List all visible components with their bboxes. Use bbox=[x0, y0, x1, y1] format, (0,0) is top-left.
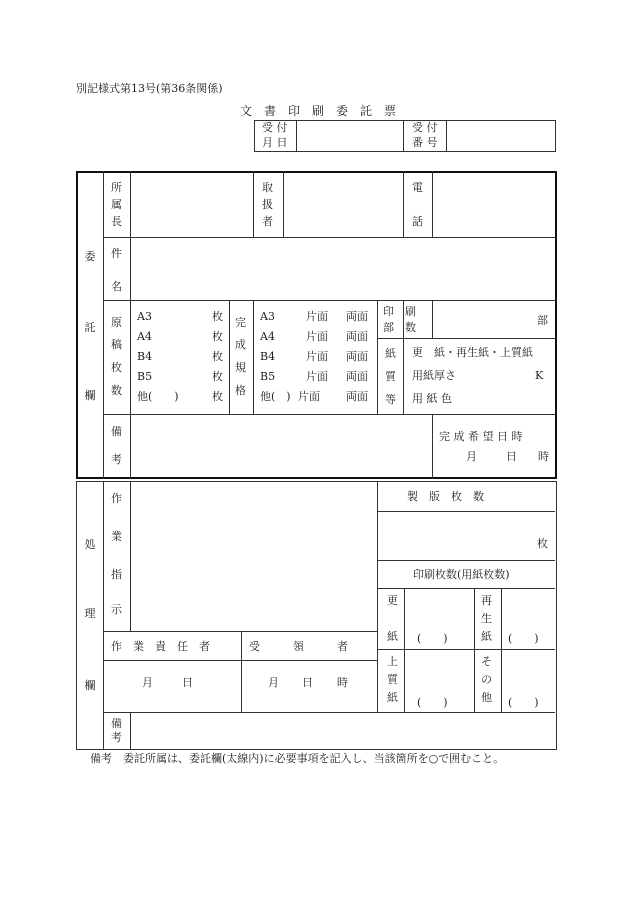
original-row[interactable]: 他( ) 枚 bbox=[137, 390, 223, 403]
paper-type-options[interactable]: 更 紙・再生紙・上質紙 bbox=[412, 346, 533, 359]
joshitsu-paren[interactable]: ( ) bbox=[417, 696, 448, 709]
processing-label-3: 欄 bbox=[84, 679, 96, 692]
other-1: そ bbox=[481, 655, 492, 668]
thickness-unit: K bbox=[535, 369, 544, 382]
receipt-number-label: 受 付 bbox=[412, 121, 438, 134]
receipt-number-label-2: 番 号 bbox=[412, 136, 438, 149]
form-number: 別記様式第13号(第36条関係) bbox=[76, 82, 223, 95]
finish-row[interactable]: A4 片面 両面 bbox=[260, 330, 368, 343]
finish-spec-1: 完 bbox=[235, 316, 246, 329]
finish-spec-2: 成 bbox=[235, 338, 246, 351]
kami-sara-1: 更 bbox=[387, 594, 398, 607]
finish-row[interactable]: A3 片面 両面 bbox=[260, 310, 368, 323]
print-count-label: 印 刷 bbox=[383, 305, 416, 318]
original-row[interactable]: B4 枚 bbox=[137, 350, 223, 363]
subject-field[interactable] bbox=[131, 238, 555, 299]
processing-label-1: 処 bbox=[84, 538, 96, 551]
work-instructions-2: 業 bbox=[111, 530, 122, 543]
joshitsu-1: 上 bbox=[387, 655, 398, 668]
finish-row[interactable]: 他( ) 片面 両面 bbox=[260, 390, 368, 403]
copies-field[interactable] bbox=[433, 301, 533, 337]
work-instructions-3: 指 bbox=[111, 568, 122, 581]
commission-remarks-field[interactable] bbox=[131, 415, 431, 477]
subject-1: 件 bbox=[111, 247, 122, 260]
other-paren[interactable]: ( ) bbox=[508, 696, 539, 709]
deadline-day: 日 bbox=[506, 450, 517, 463]
handler-3: 者 bbox=[262, 215, 273, 228]
original-count-1: 原 bbox=[111, 316, 122, 329]
print-sheets-label: 印刷枚数(用紙枚数) bbox=[413, 568, 510, 581]
dept-head-field[interactable] bbox=[131, 172, 252, 236]
receiver-label: 受 領 者 bbox=[249, 640, 348, 653]
commission-label-3: 欄 bbox=[84, 389, 96, 402]
handler-2: 扱 bbox=[262, 198, 273, 211]
handler-1: 取 bbox=[262, 181, 273, 194]
commission-label-1: 委 bbox=[84, 250, 96, 263]
plate-unit: 枚 bbox=[537, 537, 548, 550]
deadline-hour: 時 bbox=[538, 450, 549, 463]
receipt-date-label: 受 付 bbox=[262, 121, 288, 134]
paper-quality-1: 紙 bbox=[385, 347, 396, 360]
other-2: の bbox=[481, 673, 492, 686]
original-row[interactable]: A4 枚 bbox=[137, 330, 223, 343]
receiver-month: 月 bbox=[268, 676, 279, 689]
deadline-month: 月 bbox=[466, 450, 477, 463]
receipt-date-label-2: 月 日 bbox=[262, 136, 288, 149]
manager-day: 日 bbox=[182, 676, 193, 689]
plate-count-field[interactable] bbox=[378, 512, 528, 559]
kami-sara-2: 紙 bbox=[387, 630, 398, 643]
processing-remarks-field[interactable] bbox=[131, 713, 555, 749]
plate-count-label: 製 版 枚 数 bbox=[407, 490, 484, 503]
kami-sara-paren[interactable]: ( ) bbox=[417, 632, 448, 645]
original-count-2: 稿 bbox=[111, 338, 122, 351]
joshitsu-2: 質 bbox=[387, 673, 398, 686]
original-count-3: 枚 bbox=[111, 361, 122, 374]
commission-remarks-2: 考 bbox=[111, 453, 122, 466]
receiver-day: 日 bbox=[302, 676, 313, 689]
saisei-1: 再 bbox=[481, 594, 492, 607]
phone-field[interactable] bbox=[433, 172, 555, 236]
receiver-hour: 時 bbox=[337, 676, 348, 689]
phone-2: 話 bbox=[412, 215, 423, 228]
processing-label-2: 理 bbox=[84, 607, 96, 620]
work-instructions-4: 示 bbox=[111, 603, 122, 616]
paper-quality-2: 質 bbox=[385, 370, 396, 383]
finish-spec-3: 規 bbox=[235, 361, 246, 374]
copies-unit: 部 bbox=[537, 314, 548, 327]
dept-head-1: 所 bbox=[111, 181, 122, 194]
receipt-box bbox=[254, 120, 556, 152]
dept-head-3: 長 bbox=[111, 215, 122, 228]
commission-remarks-1: 備 bbox=[111, 425, 122, 438]
saisei-paren[interactable]: ( ) bbox=[508, 632, 539, 645]
saisei-3: 紙 bbox=[481, 630, 492, 643]
paper-thickness-label: 用紙厚さ bbox=[412, 369, 456, 382]
joshitsu-3: 紙 bbox=[387, 691, 398, 704]
form-title: 文 書 印 刷 委 託 票 bbox=[240, 104, 397, 118]
processing-remarks-1: 備 bbox=[111, 717, 122, 730]
original-row[interactable]: A3 枚 bbox=[137, 310, 223, 323]
original-count-4: 数 bbox=[111, 384, 122, 397]
other-3: 他 bbox=[481, 691, 492, 704]
finish-row[interactable]: B4 片面 両面 bbox=[260, 350, 368, 363]
work-instructions-field[interactable] bbox=[131, 482, 376, 630]
finish-spec-4: 格 bbox=[235, 384, 246, 397]
commission-label-2: 託 bbox=[84, 321, 96, 334]
print-count-label-2: 部 数 bbox=[383, 321, 416, 334]
work-manager-label: 作 業 責 任 者 bbox=[111, 640, 210, 653]
dept-head-2: 属 bbox=[111, 198, 122, 211]
subject-2: 名 bbox=[111, 280, 122, 293]
manager-month: 月 bbox=[142, 676, 153, 689]
handler-field[interactable] bbox=[284, 172, 402, 236]
paper-color-label: 用 紙 色 bbox=[412, 392, 452, 405]
paper-quality-3: 等 bbox=[385, 393, 396, 406]
finish-row[interactable]: B5 片面 両面 bbox=[260, 370, 368, 383]
processing-remarks-2: 考 bbox=[111, 731, 122, 744]
original-row[interactable]: B5 枚 bbox=[137, 370, 223, 383]
work-instructions-1: 作 bbox=[111, 492, 122, 505]
footnote: 備考 委託所属は、委託欄(太線内)に必要事項を記入し、当該箇所を○で囲むこと。 bbox=[90, 752, 505, 765]
deadline-label: 完 成 希 望 日 時 bbox=[439, 430, 523, 443]
saisei-2: 生 bbox=[481, 612, 492, 625]
phone-1: 電 bbox=[412, 181, 423, 194]
